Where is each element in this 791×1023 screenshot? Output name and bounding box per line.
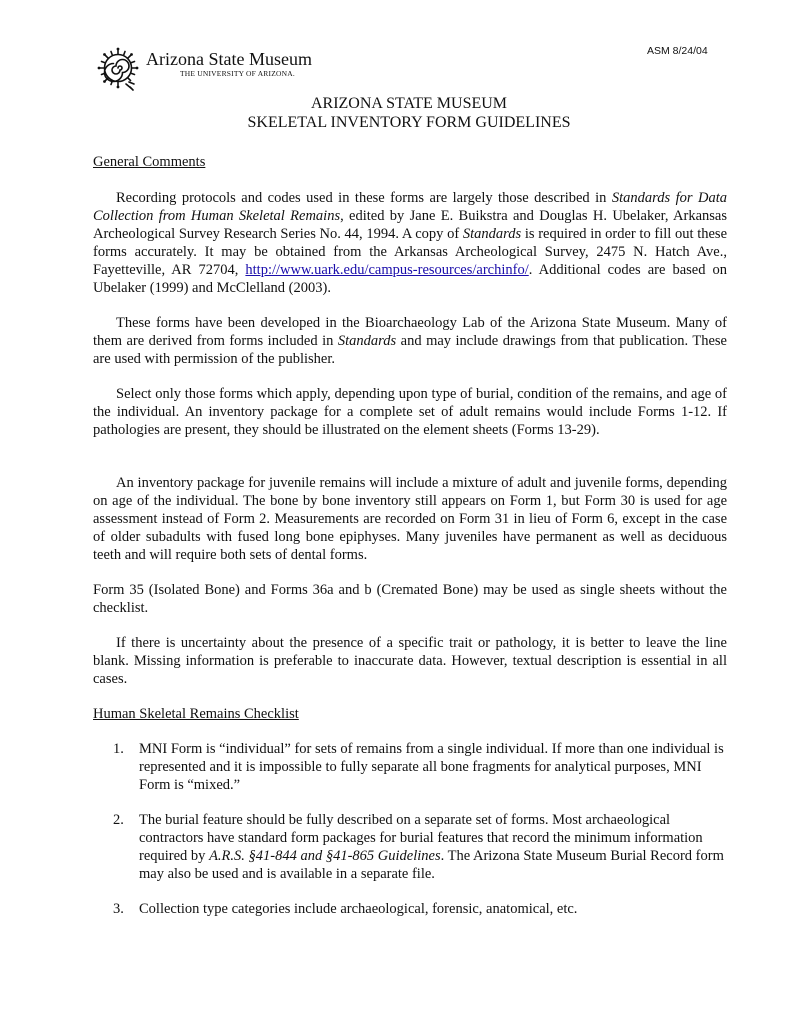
list-item [113,811,727,883]
paragraph-juvenile-remains: An inventory package for juvenile remains will include a mixture of adult and juvenile forms, depending on age of the individual. The bone by bone inventory still appears on Form 1, but Form 30 is used for age assessment instead of Form 2. Measurements are recorded on Form 31 in lieu of Form 6, except in the case of older subadults with fused long bone epiphyses. Many juveniles have permanent as well as deciduous teeth and will require both sets of dental forms. [93,475,727,563]
general-comments-heading: General Comments [93,154,206,170]
list-item-number: 3. [113,901,124,917]
museum-logo [96,44,326,92]
standards-title-italic: Standards for Data Collection from Human Skeletal Remains [93,190,728,224]
paragraph-bioarchaeology-lab: These forms have been developed in the Bioarchaeology Lab of the Arizona State Museum. Many of them are derived from forms included in Standards and may include drawings from that publication. These are used with permission of the publisher. [93,315,727,367]
paragraph-select-forms: Select only those forms which apply, depending upon type of burial, condition of the remains, and age of the individual. An inventory package for a complete set of adult remains would include Forms 1-12. If pathologies are present, they should be illustrated on the element sheets (Forms 13-29). [93,386,727,438]
logo-museum-name: Arizona State Museum [146,49,312,69]
archinfo-link[interactable]: http://www.uark.edu/campus-resources/archinfo/ [245,262,529,278]
ars-guidelines-italic: A.R.S. §41-844 and §41-865 Guidelines [209,848,441,864]
list-item [113,740,727,794]
list-item [113,900,727,918]
checklist-heading: Human Skeletal Remains Checklist [93,706,299,722]
date-stamp: ASM 8/24/04 [647,45,708,57]
list-item-number: 1. [113,741,124,757]
paragraph-recording-protocols: Recording protocols and codes used in these forms are largely those described in Standards for Data Collection from Human Skeletal Remains, edited by Jane E. Buikstra and Douglas H. Ubelaker, Arkansas Archeological Survey Research Series No. 44, 1994. A copy of Standards is required in order to fill out these forms accurately. It may be obtained from the Arkansas Archeological Survey, 2475 N. Hatch Ave., Fayetteville, AR 72704, http://www.uark.edu/campus-resources/archinfo/. Additional codes are based on Ubelaker (1999) and McClelland (2003). [93,190,728,296]
paragraph-single-sheets: Form 35 (Isolated Bone) and Forms 36a and b (Cremated Bone) may be used as single sheets without the checklist. [93,582,727,616]
spiral-sun-logo-icon [96,44,146,92]
list-item-text: MNI Form is “individual” for sets of remains from a single individual. If more than one individual is represented and it is impossible to fully separate all bone fragments for analytical purposes, MNI Form is “mixed.” [139,741,724,793]
title-line-2: SKELETAL INVENTORY FORM GUIDELINES [247,114,571,131]
logo-university-name: THE UNIVERSITY OF ARIZONA. [180,69,295,78]
list-item-text: Collection type categories include archaeological, forensic, anatomical, etc. [139,901,578,917]
paragraph-uncertainty: If there is uncertainty about the presence of a specific trait or pathology, it is better to leave the line blank. Missing information is preferable to inaccurate data. However, textual description is essential in all cases. [93,635,727,687]
title-line-1: ARIZONA STATE MUSEUM [310,95,508,112]
list-item-text: The burial feature should be fully described on a separate set of forms. Most archaeological contractors have standard form packages for burial features that record the minimum information required by A.R.S. §41-844 and §41-865 Guidelines. The Arizona State Museum Burial Record form may also be used and is available in a separate file. [139,812,724,882]
list-item-number: 2. [113,812,124,828]
document-title [93,94,725,132]
